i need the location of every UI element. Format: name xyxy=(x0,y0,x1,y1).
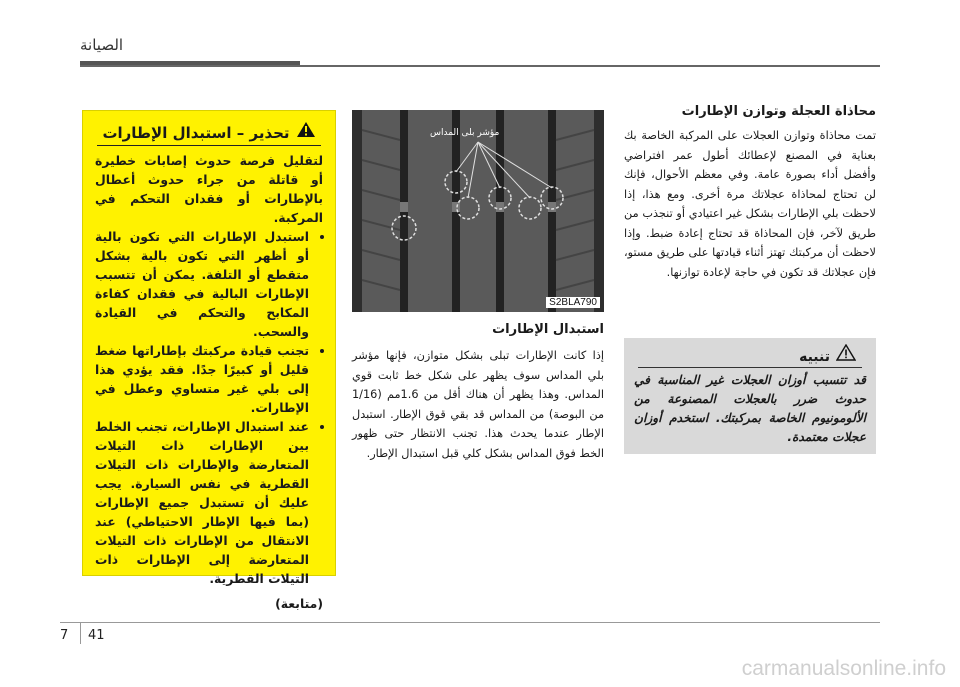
figure-code: S2BLA790 xyxy=(546,297,600,308)
notice-title-text: تنبيه xyxy=(799,349,830,365)
wheel-alignment-heading: محاذاة العجلة وتوازن الإطارات xyxy=(681,104,876,119)
notice-triangle-icon xyxy=(836,344,856,365)
notice-text: قد تتسبب أوزان العجلات غير المناسبة في حدوث ضرر بالعجلات المصنوعة من الألومونيوم الخاصة بمركبتك. استخدم أوزان عجلات معتمدة. xyxy=(634,373,866,444)
warning-bullet: • استبدل الإطارات التي تكون بالية أو أظهر التي تكون بالية بشكل متقطع أو التلفة. يمكن أن تتسبب الإطارات البالية في فقدان كفاءة المكابح والتحكم في القيادة والسحب. xyxy=(95,227,309,341)
warning-list xyxy=(95,227,323,588)
notice-divider xyxy=(638,367,862,368)
warning-continued: (متابعة) xyxy=(275,596,323,611)
footer-divider xyxy=(80,622,81,644)
tire-tread-illustration xyxy=(352,110,604,312)
notice-title xyxy=(799,344,856,365)
warning-divider xyxy=(97,145,321,146)
page-number: 41 xyxy=(88,628,105,643)
chapter-number: 7 xyxy=(60,628,69,643)
section-title: الصيانة xyxy=(80,36,124,54)
watermark: carmanualsonline.info xyxy=(741,657,946,680)
warning-box xyxy=(82,110,336,611)
tire-replacement-text: إذا كانت الإطارات تبلى بشكل متوازن، فإنها مؤشر بلي المداس سوف يظهر على شكل خط ثابت قوي المداس. وهذا يظهر أن هناك أقل من 1.6مم (1/16 من البوصة) من المداس قد بقي قوق الإطار. استبدل الإطار عندما يحدث هذا. تجنب الانتظار حتى ظهور الخط فوق المداس بشكل كلي قبل استبدال الإطار. xyxy=(352,349,604,460)
notice-box xyxy=(624,338,876,454)
warning-body xyxy=(95,151,323,613)
wheel-alignment-text: تمت محاذاة وتوازن العجلات على المركبة الخاصة بك بعناية في المصنع لإعطائك أطول عمر افتراضي وأفضل أداء بصورة عامة. وفي معظم الأحوال، فإنك لن تحتاج لمحاذاة عجلاتك مرة أخرى. ومع هذا، إذا لاحظت بلي الإطارات بشكل غير اعتيادي أو تنجذب من طريق لآخر، فإن المحاذاة قد تحتاج إعادة ضبط. وإذا لاحظت أن مركبتك تهتز أثناء قيادتها على طريق مستو، فإن عجلاتك قد تكون في حاجة لإعادة توازنها. xyxy=(624,129,876,279)
warning-title-text: تحذير – استبدال الإطارات xyxy=(102,124,290,142)
footer-rule xyxy=(60,622,880,623)
warning-bullet: • تجنب قيادة مركبتك بإطاراتها ضغط قليل أو كبيرًا جدًا. فقد يؤدي هذا إلى بلي غير متساوي وعطل في الإطارات. xyxy=(95,341,309,417)
warning-bullet: • عند استبدال الإطارات، تجنب الخلط بين الإطارات ذات التيلات المتعارضة والإطارات ذات التيلات القطرية في نفس السيارة. يجب عليك أن تستبدل جميع الإطارات (بما فيها الإطار الاحتياطي) عند الانتقال من الإطارات ذات التيلات المتعارضة إلى الإطارات ذات التيلات القطرية. xyxy=(95,417,309,588)
header-rule xyxy=(80,65,880,67)
warning-triangle-icon xyxy=(296,121,316,142)
warning-intro: لتقليل فرصة حدوث إصابات خطيرة أو قاتلة من جراء حدوث أعطال بالإطارات أو فقدان التحكم في المركبة. xyxy=(95,153,323,225)
warning-title xyxy=(99,121,319,142)
tire-replacement-heading: استبدال الإطارات xyxy=(492,322,604,337)
tire-tread-image xyxy=(352,110,604,312)
tread-wear-indicator-label: مؤشر بلى المداس xyxy=(430,128,500,138)
